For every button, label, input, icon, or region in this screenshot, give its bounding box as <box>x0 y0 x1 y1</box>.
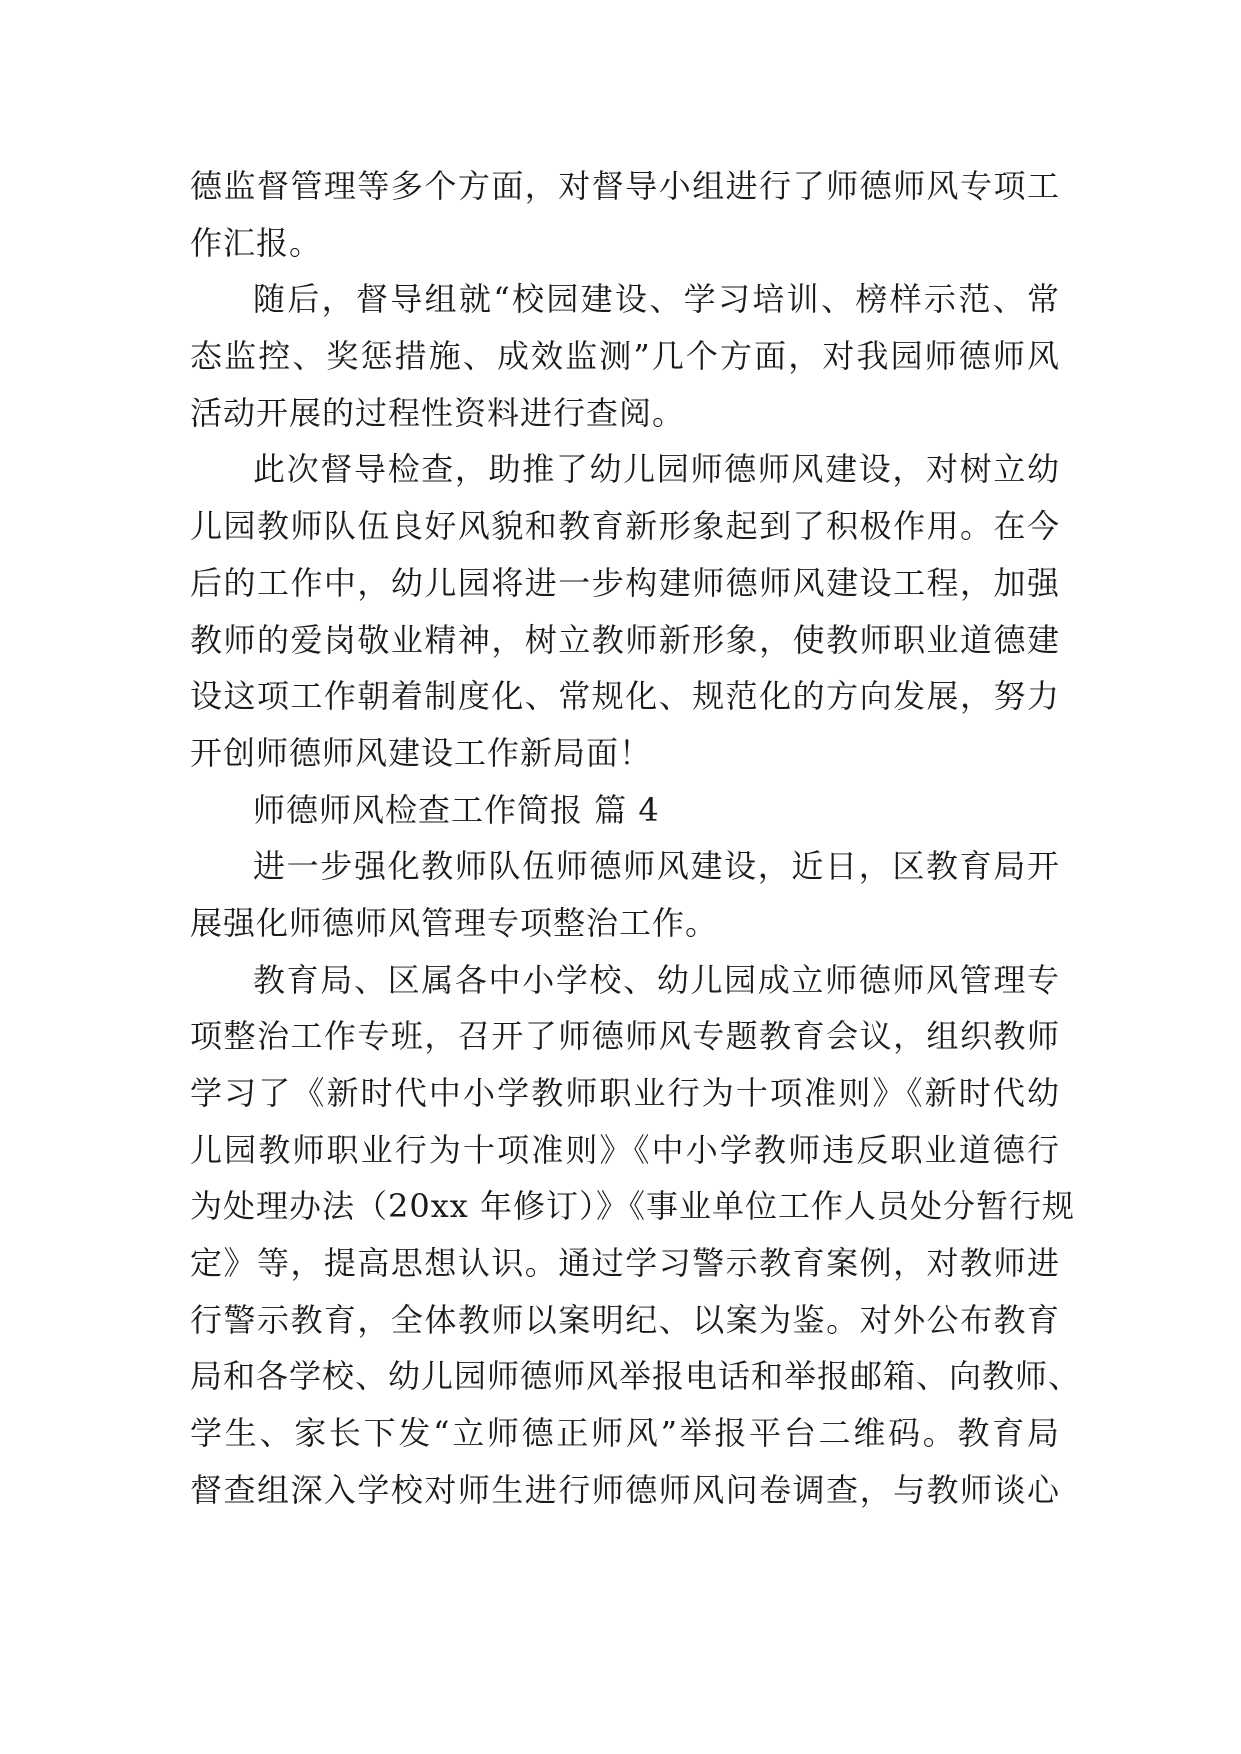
text-line: 局和各学校、幼儿园师德师风举报电话和举报邮箱、向教师、 <box>190 1357 1082 1396</box>
text-line: 行警示教育，全体教师以案明纪、以案为鉴。对外公布教育 <box>190 1300 1060 1339</box>
text-line: 后的工作中，幼儿园将进一步构建师德师风建设工程，加强 <box>190 563 1060 602</box>
text-line: 为处理办法（20xx 年修订）》《事业单位工作人员处分暂行规 <box>190 1187 1075 1226</box>
text-line: 态监控、奖惩措施、成效监测”几个方面，对我园师德师风 <box>190 337 1060 376</box>
text-line: 学生、家长下发“立师德正师风”举报平台二维码。教育局 <box>190 1414 1060 1453</box>
text-line: 随后，督导组就“校园建设、学习培训、榜样示范、常 <box>253 280 1060 319</box>
text-line: 教师的爱岗敬业精神，树立教师新形象，使教师职业道德建 <box>190 620 1060 659</box>
text-line: 设这项工作朝着制度化、常规化、规范化的方向发展，努力 <box>190 677 1060 716</box>
text-line: 进一步强化教师队伍师德师风建设，近日，区教育局开 <box>253 847 1060 886</box>
text-line: 德监督管理等多个方面，对督导小组进行了师德师风专项工 <box>190 167 1060 205</box>
text-line: 督查组深入学校对师生进行师德师风问卷调查，与教师谈心 <box>190 1470 1060 1509</box>
text-line: 定》等，提高思想认识。通过学习警示教育案例，对教师进 <box>190 1244 1060 1283</box>
text-line: 作汇报。 <box>190 223 323 262</box>
document-body <box>190 158 1082 1519</box>
text-line: 开创师德师风建设工作新局面！ <box>190 733 653 772</box>
text-line: 此次督导检查，助推了幼儿园师德师风建设，对树立幼 <box>253 450 1060 489</box>
text-line: 活动开展的过程性资料进行查阅。 <box>190 393 686 432</box>
section-heading: 师德师风检查工作简报 篇 4 <box>253 790 660 829</box>
text-line: 项整治工作专班，召开了师德师风专题教育会议，组织教师 <box>190 1017 1060 1056</box>
text-line: 儿园教师队伍良好风貌和教育新形象起到了积极作用。在今 <box>190 507 1060 546</box>
text-line: 学习了《新时代中小学教师职业行为十项准则》《新时代幼 <box>190 1074 1060 1112</box>
text-line: 儿园教师职业行为十项准则》《中小学教师违反职业道德行 <box>190 1130 1060 1169</box>
text-line: 教育局、区属各中小学校、幼儿园成立师德师风管理专 <box>253 960 1060 999</box>
text-line: 展强化师德师风管理专项整治工作。 <box>190 903 719 942</box>
